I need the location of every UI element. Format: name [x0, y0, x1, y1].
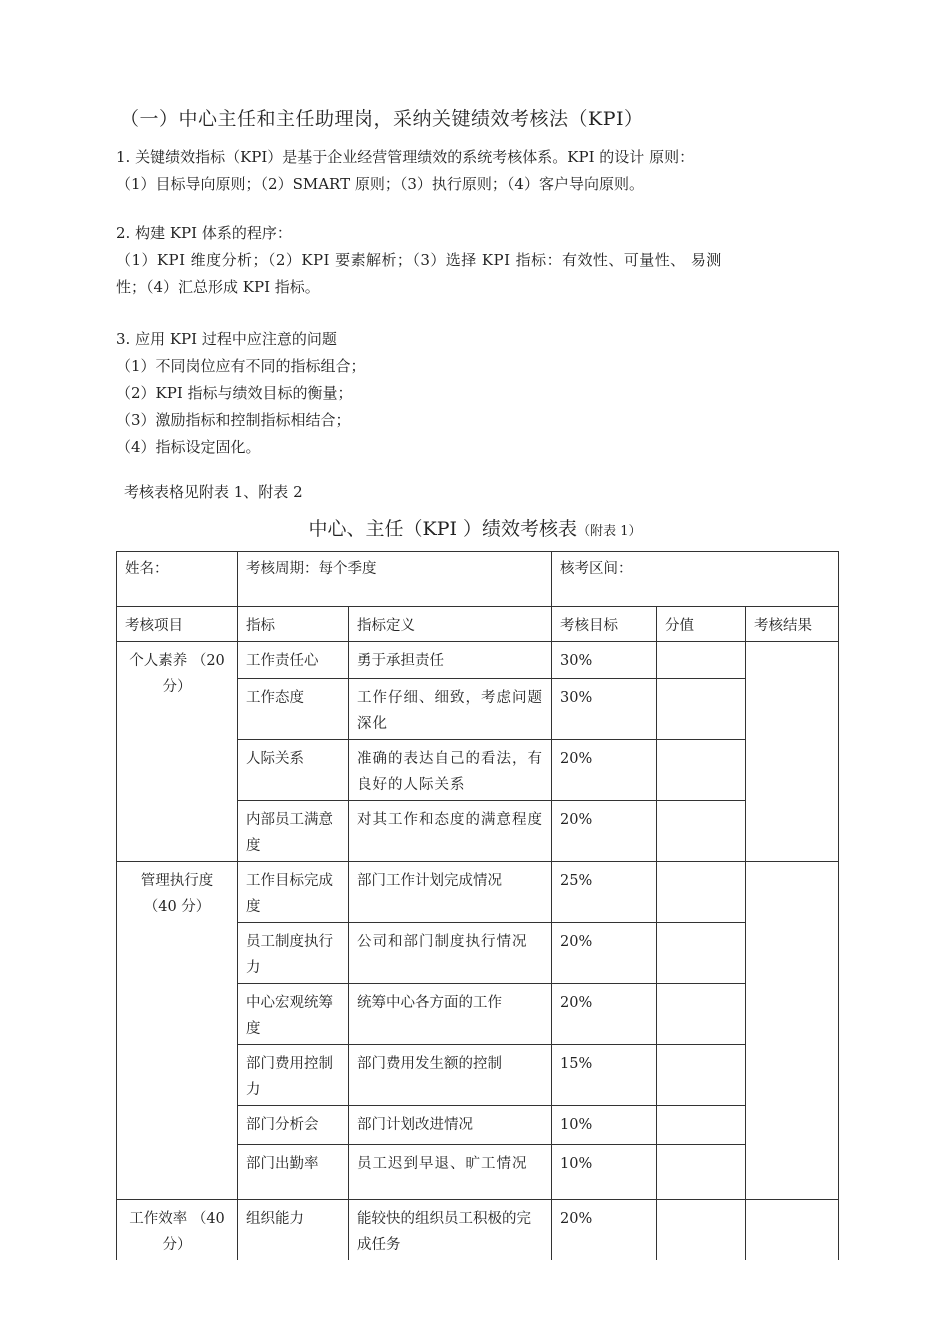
definition-cell: 勇于承担责任 — [349, 642, 552, 679]
definition-cell: 公司和部门制度执行情况 — [349, 923, 552, 984]
table-row — [117, 862, 839, 923]
score-cell — [657, 1145, 746, 1200]
indicator-cell: 部门费用控制力 — [238, 1045, 349, 1106]
target-cell: 30% — [552, 679, 657, 740]
result-cell — [746, 642, 839, 862]
target-cell: 20% — [552, 1200, 657, 1261]
indicator-cell: 工作态度 — [238, 679, 349, 740]
indicator-cell: 工作目标完成度 — [238, 862, 349, 923]
paragraph-1: 1. 关键绩效指标（KPI）是基于企业经营管理绩效的系统考核体系。KPI 的设计 原则： — [116, 148, 695, 166]
header-item: 考核项目 — [117, 607, 238, 642]
definition-cell: 员工迟到早退、旷工情况 — [349, 1145, 552, 1200]
target-cell: 25% — [552, 862, 657, 923]
result-cell — [746, 1200, 839, 1261]
indicator-cell: 部门分析会 — [238, 1106, 349, 1145]
definition-cell: 工作仔细、细致，考虑问题深化 — [349, 679, 552, 740]
definition-cell: 能较快的组织员工积极的完成任务 — [349, 1200, 552, 1261]
paragraph-3-item-1: （1）不同岗位应有不同的指标组合； — [116, 357, 366, 375]
definition-cell: 对其工作和态度的满意程度 — [349, 801, 552, 862]
info-row — [117, 552, 839, 607]
period-cell: 考核周期：每个季度 — [238, 552, 552, 607]
name-cell: 姓名： — [117, 552, 238, 607]
definition-cell: 统筹中心各方面的工作 — [349, 984, 552, 1045]
target-cell: 20% — [552, 740, 657, 801]
score-cell — [657, 801, 746, 862]
target-cell: 20% — [552, 923, 657, 984]
paragraph-3-item-4: （4）指标设定固化。 — [116, 438, 261, 456]
table-caption — [0, 514, 950, 541]
target-cell: 20% — [552, 801, 657, 862]
paragraph-2-steps: （1）KPI 维度分析；（2）KPI 要素解析；（3）选择 KPI 指标：有效性、可量性、 易测 — [116, 251, 722, 269]
header-score: 分值 — [657, 607, 746, 642]
indicator-cell: 中心宏观统筹度 — [238, 984, 349, 1045]
indicator-cell: 组织能力 — [238, 1200, 349, 1261]
score-cell — [657, 862, 746, 923]
header-target: 考核目标 — [552, 607, 657, 642]
target-cell: 20% — [552, 984, 657, 1045]
target-cell: 15% — [552, 1045, 657, 1106]
table-row — [117, 1200, 839, 1261]
paragraph-2-steps-cont: 性；（4）汇总形成 KPI 指标。 — [116, 278, 320, 296]
target-cell: 30% — [552, 642, 657, 679]
score-cell — [657, 740, 746, 801]
indicator-cell: 部门出勤率 — [238, 1145, 349, 1200]
paragraph-2: 2. 构建 KPI 体系的程序： — [116, 224, 292, 242]
table-caption-main: 中心、主任（KPI ）绩效考核表 — [308, 518, 578, 540]
score-cell — [657, 1106, 746, 1145]
paragraph-3-item-3: （3）激励指标和控制指标相结合； — [116, 411, 351, 429]
target-cell: 10% — [552, 1106, 657, 1145]
score-cell — [657, 1045, 746, 1106]
indicator-cell: 人际关系 — [238, 740, 349, 801]
header-result: 考核结果 — [746, 607, 839, 642]
kpi-appraisal-table — [116, 551, 839, 1260]
score-cell — [657, 1200, 746, 1261]
header-indicator: 指标 — [238, 607, 349, 642]
score-cell — [657, 642, 746, 679]
definition-cell: 部门工作计划完成情况 — [349, 862, 552, 923]
score-cell — [657, 679, 746, 740]
indicator-cell: 内部员工满意度 — [238, 801, 349, 862]
header-row — [117, 607, 839, 642]
header-definition: 指标定义 — [349, 607, 552, 642]
group-item-management: 管理执行度 （40 分） — [117, 862, 238, 1200]
target-cell: 10% — [552, 1145, 657, 1200]
paragraph-3: 3. 应用 KPI 过程中应注意的问题 — [116, 330, 337, 348]
range-cell: 核考区间： — [552, 552, 839, 607]
paragraph-3-item-2: （2）KPI 指标与绩效目标的衡量； — [116, 384, 353, 402]
score-cell — [657, 923, 746, 984]
table-caption-sub: （附表 1） — [577, 524, 642, 539]
indicator-cell: 工作责任心 — [238, 642, 349, 679]
paragraph-1-principles: （1）目标导向原则；（2）SMART 原则；（3）执行原则；（4）客户导向原则。 — [116, 175, 644, 193]
table-reference-note: 考核表格见附表 1、附表 2 — [124, 483, 303, 501]
definition-cell: 部门计划改进情况 — [349, 1106, 552, 1145]
section-heading: （一）中心主任和主任助理岗，采纳关键绩效考核法（KPI） — [120, 108, 644, 130]
table-row — [117, 642, 839, 679]
result-cell — [746, 862, 839, 1200]
group-item-personal: 个人素养 （20 分） — [117, 642, 238, 862]
indicator-cell: 员工制度执行力 — [238, 923, 349, 984]
definition-cell: 部门费用发生额的控制 — [349, 1045, 552, 1106]
group-item-efficiency: 工作效率 （40 分） — [117, 1200, 238, 1261]
definition-cell: 准确的表达自己的看法，有良好的人际关系 — [349, 740, 552, 801]
score-cell — [657, 984, 746, 1045]
